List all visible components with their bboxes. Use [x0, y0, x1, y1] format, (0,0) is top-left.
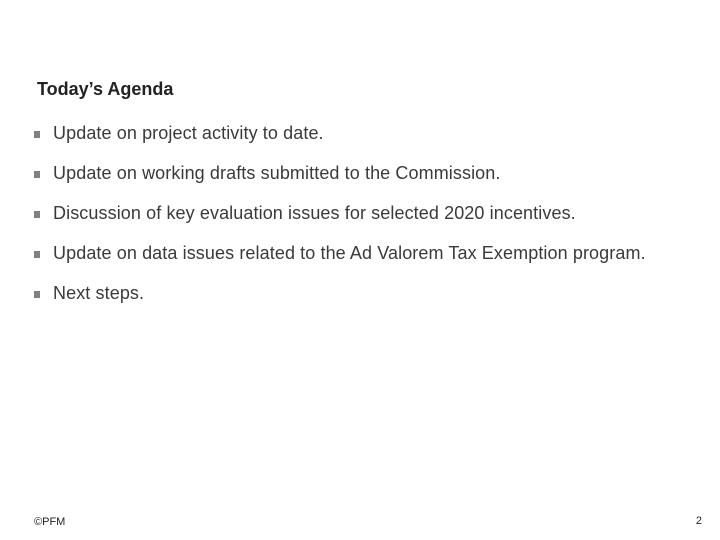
bullet-square-icon	[34, 211, 40, 218]
page-number: 2	[695, 515, 702, 527]
bullet-square-icon	[34, 291, 40, 298]
agenda-item	[34, 202, 684, 225]
agenda-item-text: Next steps.	[53, 283, 145, 303]
footer-copyright: ©PFM	[34, 516, 66, 528]
agenda-item-text: Update on project activity to date.	[53, 123, 324, 143]
slide-title: Today’s Agenda	[37, 79, 174, 99]
agenda-item	[34, 242, 684, 265]
agenda-list	[34, 122, 684, 305]
agenda-item	[34, 162, 684, 185]
agenda-item-text: Discussion of key evaluation issues for selected 2020 incentives.	[53, 203, 576, 223]
bullet-square-icon	[34, 131, 40, 138]
bullet-square-icon	[34, 251, 40, 258]
agenda-item-text: Update on data issues related to the Ad Valorem Tax Exemption program.	[53, 243, 646, 263]
bullet-square-icon	[34, 171, 40, 178]
agenda-item	[34, 282, 684, 305]
agenda-item-text: Update on working drafts submitted to the Commission.	[53, 163, 501, 183]
agenda-item	[34, 122, 684, 145]
